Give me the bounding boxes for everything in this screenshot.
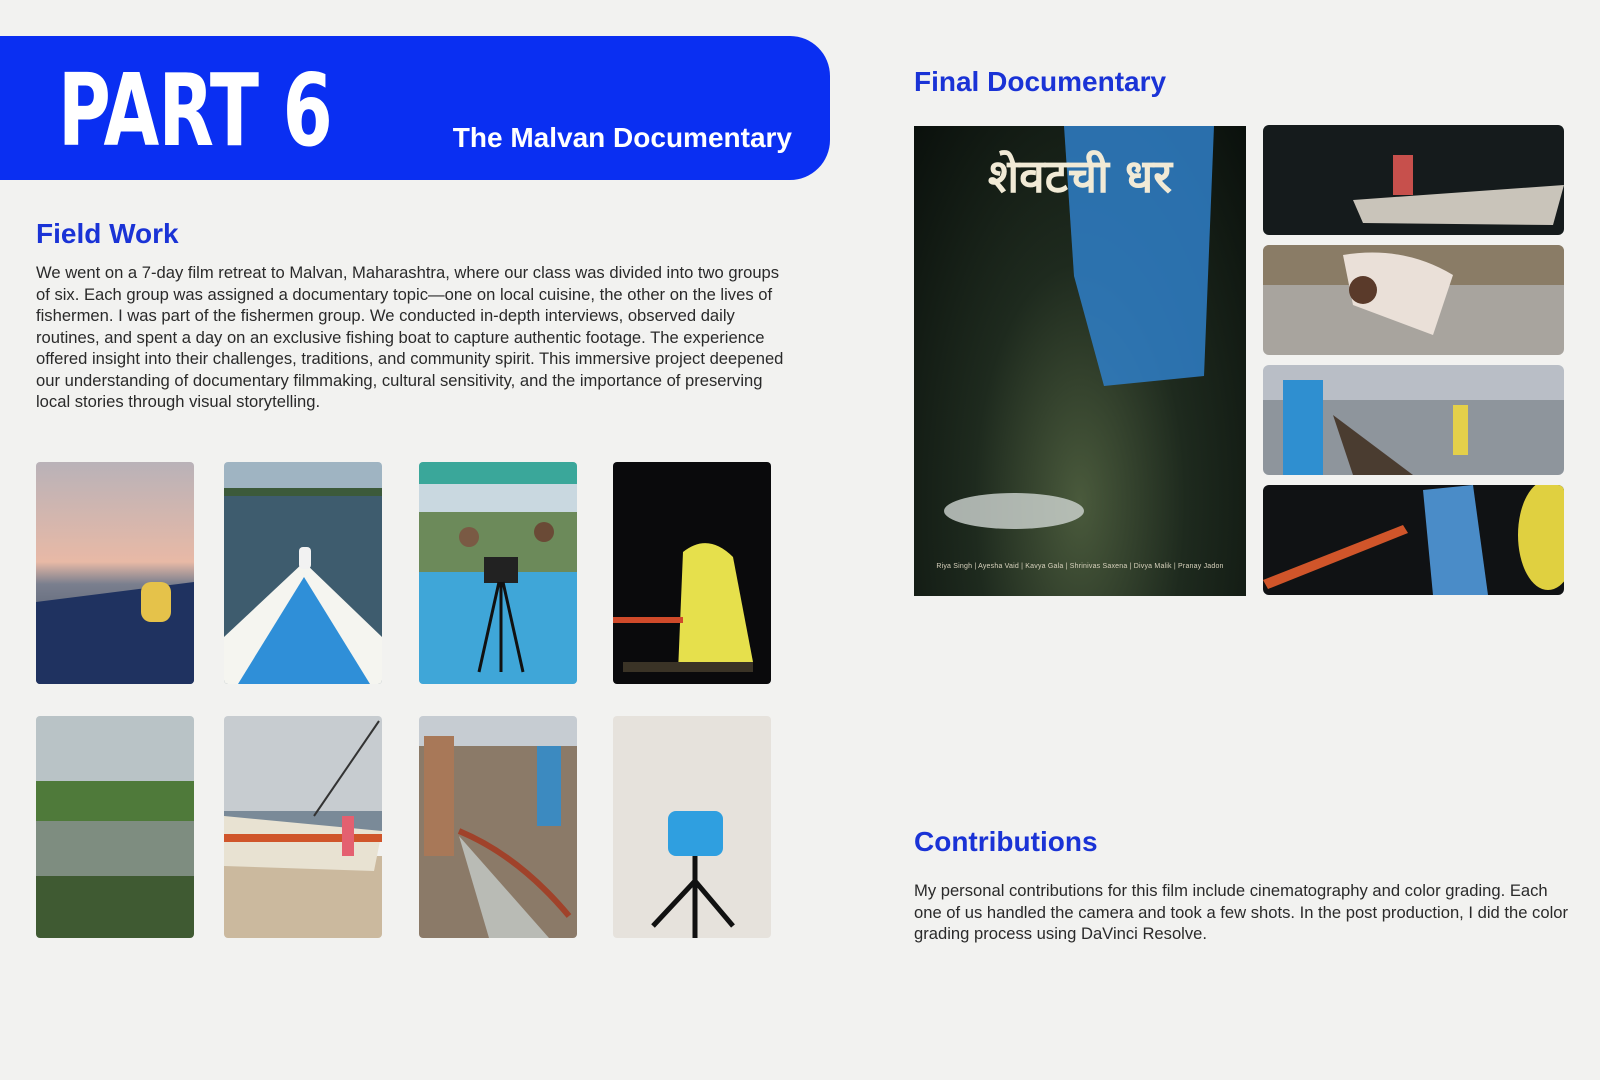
still-night-raincoat — [1263, 485, 1564, 595]
still-night-boat — [1263, 125, 1564, 235]
field-work-text: We went on a 7-day film retreat to Malvan, Maharashtra, where our class was divided into two groups of six. Each group was assigned a documentary topic—one on local cuisine, the other on the lives of fishermen. I was part of the fishermen group. We conducted in-depth interviews, observed daily routines, and spent a day on an exclusive fishing boat to capture authentic footage. The experience offered insight into their challenges, traditions, and community spirit. This immersive project deepened our understanding of documentary filmmaking, cultural sensitivity, and the importance of preserving local stories through visual storytelling. — [36, 263, 784, 411]
documentary-poster — [914, 126, 1246, 596]
photo-night-raincoat — [613, 462, 771, 684]
photo-mangrove-river — [36, 716, 194, 938]
final-documentary-heading: Final Documentary — [914, 66, 1167, 97]
page-subtitle: The Malvan Documentary — [452, 122, 792, 153]
photo-crew-on-boat — [419, 462, 577, 684]
photo-boat-bow — [224, 462, 382, 684]
photo-fish-haul — [419, 716, 577, 938]
photo-sunset-boat — [36, 462, 194, 684]
poster-title: शेवटची धर — [987, 149, 1173, 203]
still-fish-drying — [1263, 245, 1564, 355]
header-banner — [0, 36, 830, 180]
poster-credits: Riya Singh | Ayesha Vaid | Kavya Gala | Shrinivas Saxena | Divya Malik | Pranay Jadon — [936, 563, 1224, 570]
contributions-text: My personal contributions for this film include cinematography and color grading. Each one of us handled the camera and took a few shots. In the post production, I did the color grading process using DaVinci Resolve. — [914, 881, 1569, 943]
photo-camera-tripod — [613, 716, 771, 938]
photo-beached-boat — [224, 716, 382, 938]
field-work-heading: Field Work — [36, 218, 179, 249]
contributions-heading: Contributions — [914, 826, 1098, 857]
part-title: PART 6 — [58, 52, 333, 169]
still-beach-nets — [1263, 365, 1564, 475]
